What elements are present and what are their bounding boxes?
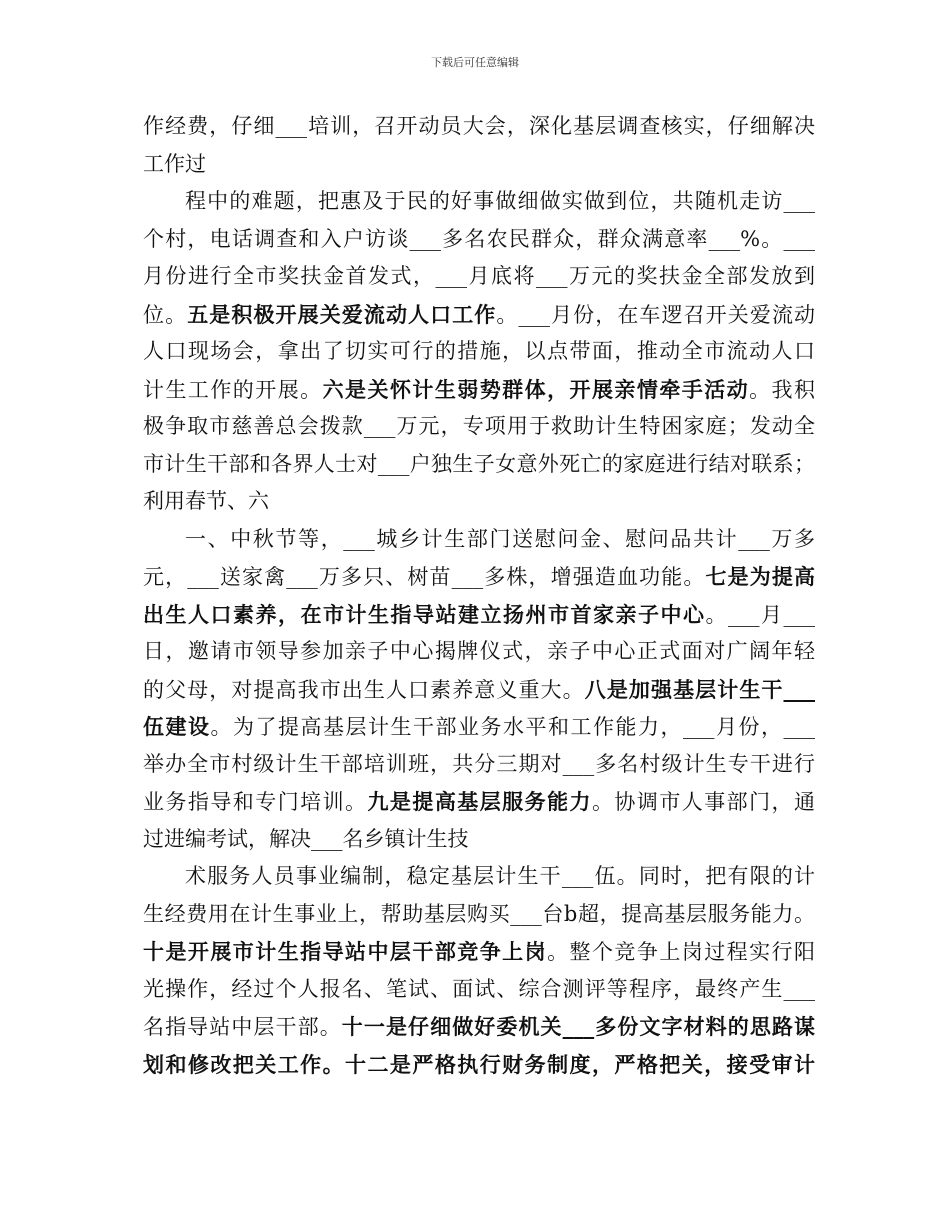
bold-text-segment: 八是加强基层计生干___ — [584, 676, 815, 702]
bold-text-segment: 伍建设 — [143, 714, 211, 739]
text-segment: 极争取市慈善总会拨款___万元，专项用于救助计生特困家庭；发动全 — [143, 414, 815, 438]
text-segment: 利用春节、六 — [143, 489, 269, 513]
text-line — [143, 108, 815, 146]
bold-text-segment: 九是提高基层服务能力 — [367, 789, 592, 814]
text-line — [143, 558, 815, 596]
text-line — [143, 446, 815, 484]
text-line — [143, 521, 815, 559]
text-line — [143, 708, 815, 746]
text-line — [143, 371, 815, 409]
text-segment: 工作过 — [143, 151, 206, 176]
text-line — [143, 1046, 815, 1084]
bold-text-segment: 七是为提高 — [705, 564, 815, 589]
bold-text-segment: 六是关怀计生弱势群体，开展亲情牵手活动 — [322, 376, 750, 402]
text-segment: 举办全市村级计生干部培训班，共分三期对___多名村级计生专干进行 — [143, 751, 815, 776]
text-segment: 。___月___ — [705, 602, 815, 627]
text-line — [143, 1008, 815, 1046]
text-line — [143, 971, 815, 1009]
bold-text-segment: 划和修改把关工作。十二是严格执行财务制度，严格把关，接受审计 — [143, 1051, 815, 1077]
text-segment: 日，邀请市领导参加亲子中心揭牌仪式，亲子中心正式面对广阔年轻 — [143, 639, 815, 663]
text-line — [143, 183, 815, 221]
text-segment: 月份进行全市奖扶金首发式，___月底将___万元的奖扶金全部发放到 — [143, 264, 815, 288]
text-line — [143, 333, 815, 371]
text-line — [143, 483, 815, 521]
text-segment: 。整个竞争上岗过程实行阳 — [547, 940, 815, 964]
text-segment: 光操作，经过个人报名、笔试、面试、综合测评等程序，最终产生___ — [143, 976, 815, 1001]
bold-text-segment: 十是开展市计生指导站中层干部竞争上岗 — [143, 939, 548, 964]
text-line — [143, 221, 815, 259]
text-line — [143, 858, 815, 896]
text-line — [143, 896, 815, 934]
text-line — [143, 671, 815, 709]
text-segment: 。我积 — [749, 377, 815, 402]
bold-text-segment: 十一是仔细做好委机关___多份文字材料的思路谋 — [341, 1014, 815, 1039]
text-segment: 市计生干部和各界人士对___户独生子女意外死亡的家庭进行结对联系； — [143, 451, 815, 476]
text-line — [143, 633, 815, 671]
text-segment: 业务指导和专门培训。 — [143, 790, 368, 814]
text-line — [143, 933, 815, 971]
text-segment: 计生工作的开展。 — [143, 377, 323, 402]
text-line — [143, 296, 815, 334]
text-segment: 。___月份，在车逻召开关爱流动 — [496, 302, 815, 327]
text-segment: 的父母，对提高我市出生人口素养意义重大。 — [143, 677, 585, 702]
text-segment: 程中的难题，把惠及于民的好事做细做实做到位，共随机走访___ — [185, 189, 815, 213]
text-segment: 生经费用在计生事业上，帮助基层购买___台b超，提高基层服务能力。 — [143, 901, 815, 926]
text-line — [143, 408, 815, 446]
text-segment: 作经费，仔细___培训，召开动员大会，深化基层调查核实，仔细解决 — [143, 114, 815, 138]
text-line — [143, 783, 815, 821]
document-body — [143, 108, 815, 1083]
text-segment: 。协调市人事部门，通 — [591, 790, 815, 814]
text-segment: 元，___送家禽___万多只、树苗___多株，增强造血功能。 — [143, 565, 706, 589]
text-line — [143, 821, 815, 859]
text-segment: 位。 — [143, 302, 188, 327]
text-line — [143, 258, 815, 296]
page-header: 下载后可任意编辑 — [431, 56, 519, 69]
text-segment: 人口现场会，拿出了切实可行的措施，以点带面，推动全市流动人口 — [143, 339, 815, 363]
text-segment: 术服务人员事业编制，稳定基层计生干___伍。同时，把有限的计 — [185, 864, 815, 888]
text-line — [143, 146, 815, 184]
text-segment: 名指导站中层干部。 — [143, 1015, 342, 1039]
text-segment: 。为了提高基层计生干部业务水平和工作能力，___月份，___ — [210, 715, 815, 739]
text-segment: 过进编考试，解决___名乡镇计生技 — [143, 826, 469, 851]
text-line — [143, 596, 815, 634]
bold-text-segment: 出生人口素养，在市计生指导站建立扬州市首家亲子中心 — [143, 601, 706, 627]
text-segment: 一、中秋节等，___城乡计生部门送慰问金、慰问品共计___万多 — [185, 526, 815, 551]
bold-text-segment: 五是积极开展关爱流动人口工作 — [187, 301, 497, 327]
text-segment: 个村，电话调查和入户访谈___多名农民群众，群众满意率___%。___ — [143, 226, 815, 251]
text-line — [143, 746, 815, 784]
